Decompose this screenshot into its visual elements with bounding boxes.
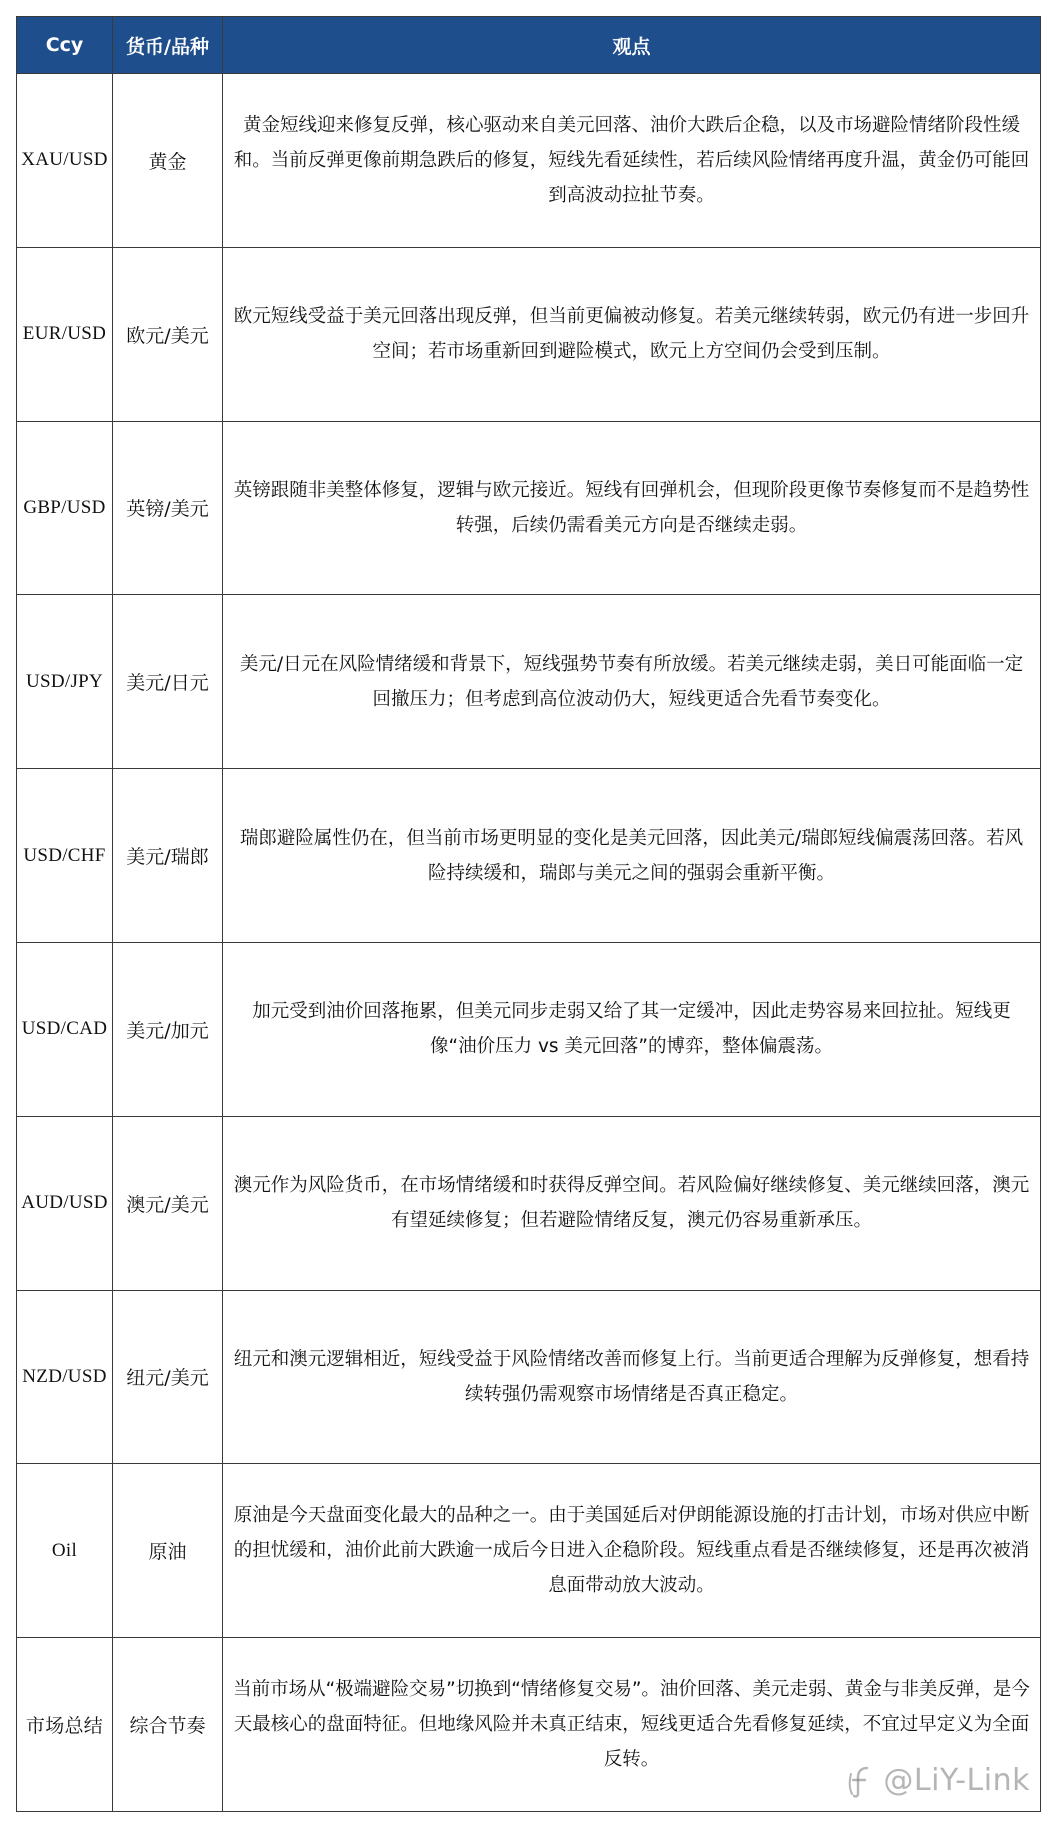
view-cell <box>223 1464 1041 1638</box>
table-row <box>17 769 1041 943</box>
view-cell <box>223 1638 1041 1812</box>
table-row <box>17 1116 1041 1290</box>
view-text: 加元受到油价回落拖累，但美元同步走弱又给了其一定缓冲，因此走势容易来回拉扯。短线更像“油价压力 vs 美元回落”的博弈，整体偏震荡。 <box>252 1001 1011 1058</box>
table-row <box>17 247 1041 421</box>
view-cell <box>223 421 1041 595</box>
asset-cell: 黄金 <box>113 74 223 248</box>
table-row <box>17 421 1041 595</box>
asset-cell: 美元/日元 <box>113 595 223 769</box>
view-text: 原油是今天盘面变化最大的品种之一。由于美国延后对伊朗能源设施的打击计划，市场对供应中断的担忧缓和，油价此前大跌逾一成后今日进入企稳阶段。短线重点看是否继续修复，还是再次被消息面带动放大波动。 <box>233 1505 1030 1597</box>
asset-cell: 美元/瑞郎 <box>113 769 223 943</box>
table-row <box>17 942 1041 1116</box>
ccy-cell: AUD/USD <box>17 1116 113 1290</box>
view-cell <box>223 247 1041 421</box>
ccy-cell: USD/CAD <box>17 942 113 1116</box>
view-cell <box>223 1116 1041 1290</box>
asset-cell: 美元/加元 <box>113 942 223 1116</box>
ccy-cell: XAU/USD <box>17 74 113 248</box>
view-text: 黄金短线迎来修复反弹，核心驱动来自美元回落、油价大跌后企稳，以及市场避险情绪阶段性缓和。当前反弹更像前期急跌后的修复，短线先看延续性，若后续风险情绪再度升温，黄金仍可能回到高波动拉扯节奏。 <box>233 114 1030 206</box>
asset-cell: 英镑/美元 <box>113 421 223 595</box>
ccy-cell: 市场总结 <box>17 1638 113 1812</box>
asset-cell: 纽元/美元 <box>113 1290 223 1464</box>
ccy-cell: USD/CHF <box>17 769 113 943</box>
asset-cell: 综合节奏 <box>113 1638 223 1812</box>
table-row <box>17 1638 1041 1812</box>
view-cell <box>223 769 1041 943</box>
ccy-cell: NZD/USD <box>17 1290 113 1464</box>
table-header-row <box>17 17 1041 74</box>
view-text: 英镑跟随非美整体修复，逻辑与欧元接近。短线有回弹机会，但现阶段更像节奏修复而不是趋势性转强，后续仍需看美元方向是否继续走弱。 <box>233 479 1030 536</box>
forex-outlook-table <box>16 16 1041 1812</box>
asset-cell: 原油 <box>113 1464 223 1638</box>
asset-cell: 澳元/美元 <box>113 1116 223 1290</box>
view-text: 当前市场从“极端避险交易”切换到“情绪修复交易”。油价回落、美元走弱、黄金与非美反弹，是今天最核心的盘面特征。但地缘风险并未真正结束，短线更适合先看修复延续，不宜过早定义为全面反转。 <box>233 1679 1030 1771</box>
view-cell <box>223 942 1041 1116</box>
table-row <box>17 595 1041 769</box>
header-ccy: Ccy <box>17 17 113 74</box>
table-row <box>17 74 1041 248</box>
asset-cell: 欧元/美元 <box>113 247 223 421</box>
table-row <box>17 1290 1041 1464</box>
view-text: 欧元短线受益于美元回落出现反弹，但当前更偏被动修复。若美元继续转弱，欧元仍有进一步回升空间；若市场重新回到避险模式，欧元上方空间仍会受到压制。 <box>233 306 1030 363</box>
view-text: 美元/日元在风险情绪缓和背景下，短线强势节奏有所放缓。若美元继续走弱，美日可能面临一定回撤压力；但考虑到高位波动仍大，短线更适合先看节奏变化。 <box>239 653 1024 710</box>
view-text: 纽元和澳元逻辑相近，短线受益于风险情绪改善而修复上行。当前更适合理解为反弹修复，想看持续转强仍需观察市场情绪是否真正稳定。 <box>233 1348 1030 1405</box>
ccy-cell: Oil <box>17 1464 113 1638</box>
view-text: 瑞郎避险属性仍在，但当前市场更明显的变化是美元回落，因此美元/瑞郎短线偏震荡回落。若风险持续缓和，瑞郎与美元之间的强弱会重新平衡。 <box>239 827 1024 884</box>
ccy-cell: GBP/USD <box>17 421 113 595</box>
view-cell <box>223 595 1041 769</box>
watermark-handle: @LiY-Link <box>883 1763 1030 1798</box>
view-cell <box>223 74 1041 248</box>
ccy-cell: USD/JPY <box>17 595 113 769</box>
view-text: 澳元作为风险货币，在市场情绪缓和时获得反弹空间。若风险偏好继续修复、美元继续回落，澳元有望延续修复；但若避险情绪反复，澳元仍容易重新承压。 <box>233 1175 1030 1232</box>
table-row <box>17 1464 1041 1638</box>
view-cell <box>223 1290 1041 1464</box>
ccy-cell: EUR/USD <box>17 247 113 421</box>
header-asset: 货币/品种 <box>113 17 223 74</box>
header-view: 观点 <box>223 17 1041 74</box>
forex-outlook-sheet <box>16 16 1040 1812</box>
